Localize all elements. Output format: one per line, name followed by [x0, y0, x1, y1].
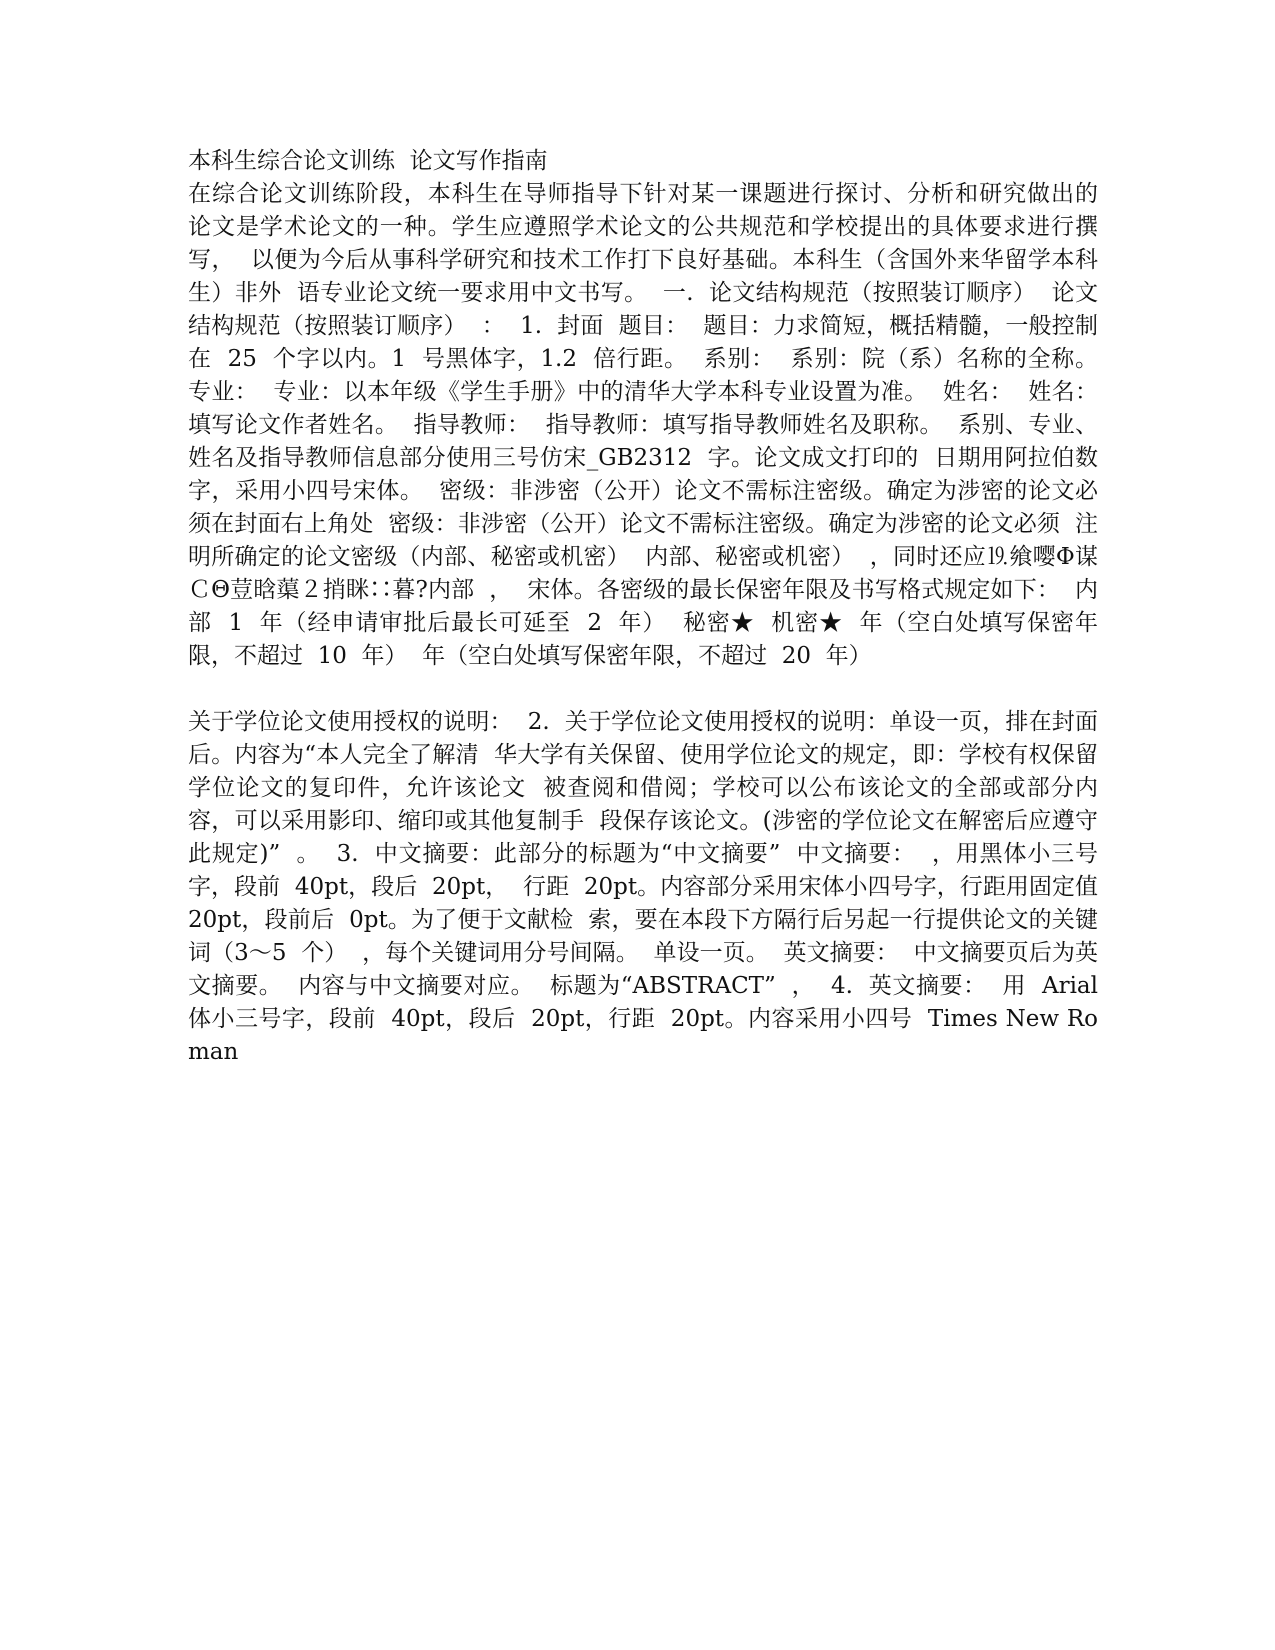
document-body [188, 145, 1113, 1069]
paragraph-structure-guidelines: 在综合论文训练阶段，本科生在导师指导下针对某一课题进行探讨、分析和研究做出的 论文是学术论文的一种。学生应遵照学术论文的公共规范和学校提出的具体要求进行撰写， 以便为今后从事科学研究和技术工作打下良好基础。本科生（含国外来华留学本科生）非外 语专业论文统一要求用中文书写。 一. 论文结构规范（按照装订顺序） 论文结构规范（按照装订顺序） ： 1. 封面 题目： 题目：力求简短，概括精髓，一般控制在 25 个字以内。1 号黑体字，1.2 倍行距。 系别： 系别：院（系）名称的全称。 专业： 专业：以本年级《学生手册》中的清华大学本科专业设置为准。 姓名： 姓名：填写论文作者姓名。 指导教师： 指导教师：填写指导教师姓名及职称。 系别、专业、姓名及指导教师信息部分使用三号仿宋_GB2312 字。论文成文打印的 日期用阿拉伯数字，采用小四号宋体。 密级：非涉密（公开）论文不需标注密级。确定为涉密的论文必须在封面右上角处 密级：非涉密（公开）论文不需标注密级。确定为涉密的论文必须 注明所确定的论文密级（内部、秘密或机密） 内部、秘密或机密） ，同时还应⒚飨嘤Φ谋ＣΘ荳晗蕖２捎眯∷暮?内部 ， 宋体。各密级的最长保密年限及书写格式规定如下： 内部 1 年（经申请审批后最长可延至 2 年） 秘密★ 机密★ 年（空白处填写保密年限，不超过 10 年） 年（空白处填写保密年限，不超过 20 年） [188, 181, 1113, 669]
document-title: 本科生综合论文训练 论文写作指南 [188, 148, 548, 174]
paragraph-authorization-and-abstracts: 关于学位论文使用授权的说明： 2. 关于学位论文使用授权的说明：单设一页，排在封面后。内容为“本人完全了解清 华大学有关保留、使用学位论文的规定，即：学校有权保留学位论文的复印件，允许该论文 被查阅和借阅；学校可以公布该论文的全部或部分内容，可以采用影印、缩印或其他复制手 段保存该论文。(涉密的学位论文在解密后应遵守此规定)” 。 3. 中文摘要：此部分的标题为“中文摘要” 中文摘要： ，用黑体小三号字，段前 40pt，段后 20pt， 行距 20pt。内容部分采用宋体小四号字，行距用固定值 20pt，段前后 0pt。为了便于文献检 索，要在本段下方隔行后另起一行提供论文的关键词（3～5 个） ，每个关键词用分号间隔。 单设一页。 英文摘要： 中文摘要页后为英文摘要。 内容与中文摘要对应。 标题为“ABSTRACT” ， 4. 英文摘要： 用 Arial 体小三号字，段前 40pt，段后 20pt，行距 20pt。内容采用小四号 Times New Roman [188, 709, 1113, 1065]
